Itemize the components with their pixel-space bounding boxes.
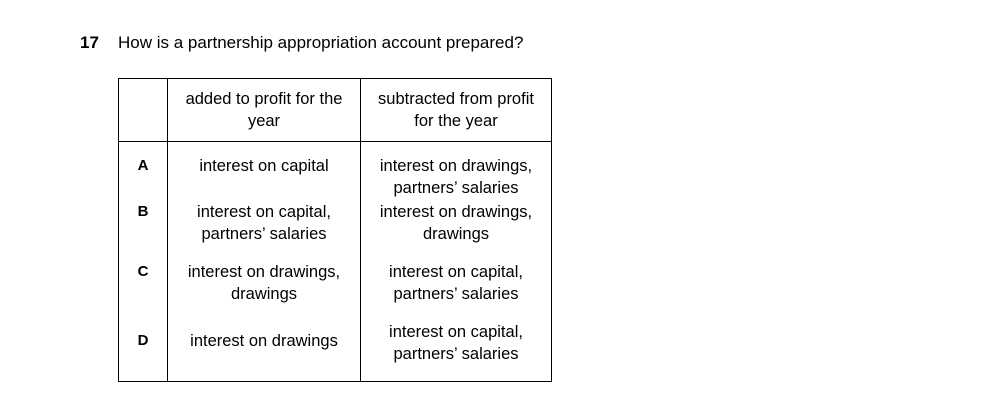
- option-row-a: [119, 142, 552, 202]
- header-letter-cell: [119, 79, 168, 142]
- option-subtracted-line: partners’ salaries: [393, 285, 519, 303]
- option-subtracted-line: partners’ salaries: [393, 345, 519, 363]
- header-subtracted-line: subtracted from profit: [378, 90, 534, 108]
- header-added-line: added to profit for the: [185, 90, 343, 108]
- option-letter: D: [119, 321, 168, 382]
- option-subtracted-cell: [361, 201, 552, 261]
- option-subtracted-line: partners’ salaries: [393, 179, 519, 197]
- option-letter: A: [119, 142, 168, 202]
- question-stem: [80, 33, 523, 53]
- header-added-cell: [168, 79, 361, 142]
- option-subtracted-cell: [361, 321, 552, 382]
- option-subtracted-line: interest on drawings,: [379, 203, 533, 221]
- option-subtracted-line: interest on capital,: [389, 323, 523, 341]
- option-added-line: interest on drawings,: [187, 263, 341, 281]
- option-subtracted-line: interest on capital,: [389, 263, 523, 281]
- options-table: [118, 78, 552, 382]
- header-added-line: year: [247, 112, 281, 130]
- option-added-cell: [168, 321, 361, 382]
- question-number: 17: [80, 33, 99, 52]
- option-added-cell: [168, 142, 361, 202]
- option-added-line: drawings: [230, 285, 298, 303]
- option-row-d: [119, 321, 552, 382]
- option-row-b: [119, 201, 552, 261]
- header-subtracted-cell: [361, 79, 552, 142]
- option-added-cell: [168, 261, 361, 321]
- option-subtracted-cell: [361, 142, 552, 202]
- option-row-c: [119, 261, 552, 321]
- option-added-line: interest on capital,: [197, 203, 331, 221]
- option-added-line: interest on drawings: [190, 332, 338, 350]
- option-added-line: partners’ salaries: [201, 225, 327, 243]
- question-text: How is a partnership appropriation account prepared?: [118, 33, 524, 52]
- option-letter: C: [119, 261, 168, 321]
- option-subtracted-line: drawings: [422, 225, 490, 243]
- table-header-row: [119, 79, 552, 142]
- option-letter: B: [119, 201, 168, 261]
- option-subtracted-line: interest on drawings,: [379, 157, 533, 175]
- option-subtracted-cell: [361, 261, 552, 321]
- header-subtracted-line: for the year: [414, 112, 498, 130]
- option-added-cell: [168, 201, 361, 261]
- option-added-line: interest on capital: [199, 157, 329, 175]
